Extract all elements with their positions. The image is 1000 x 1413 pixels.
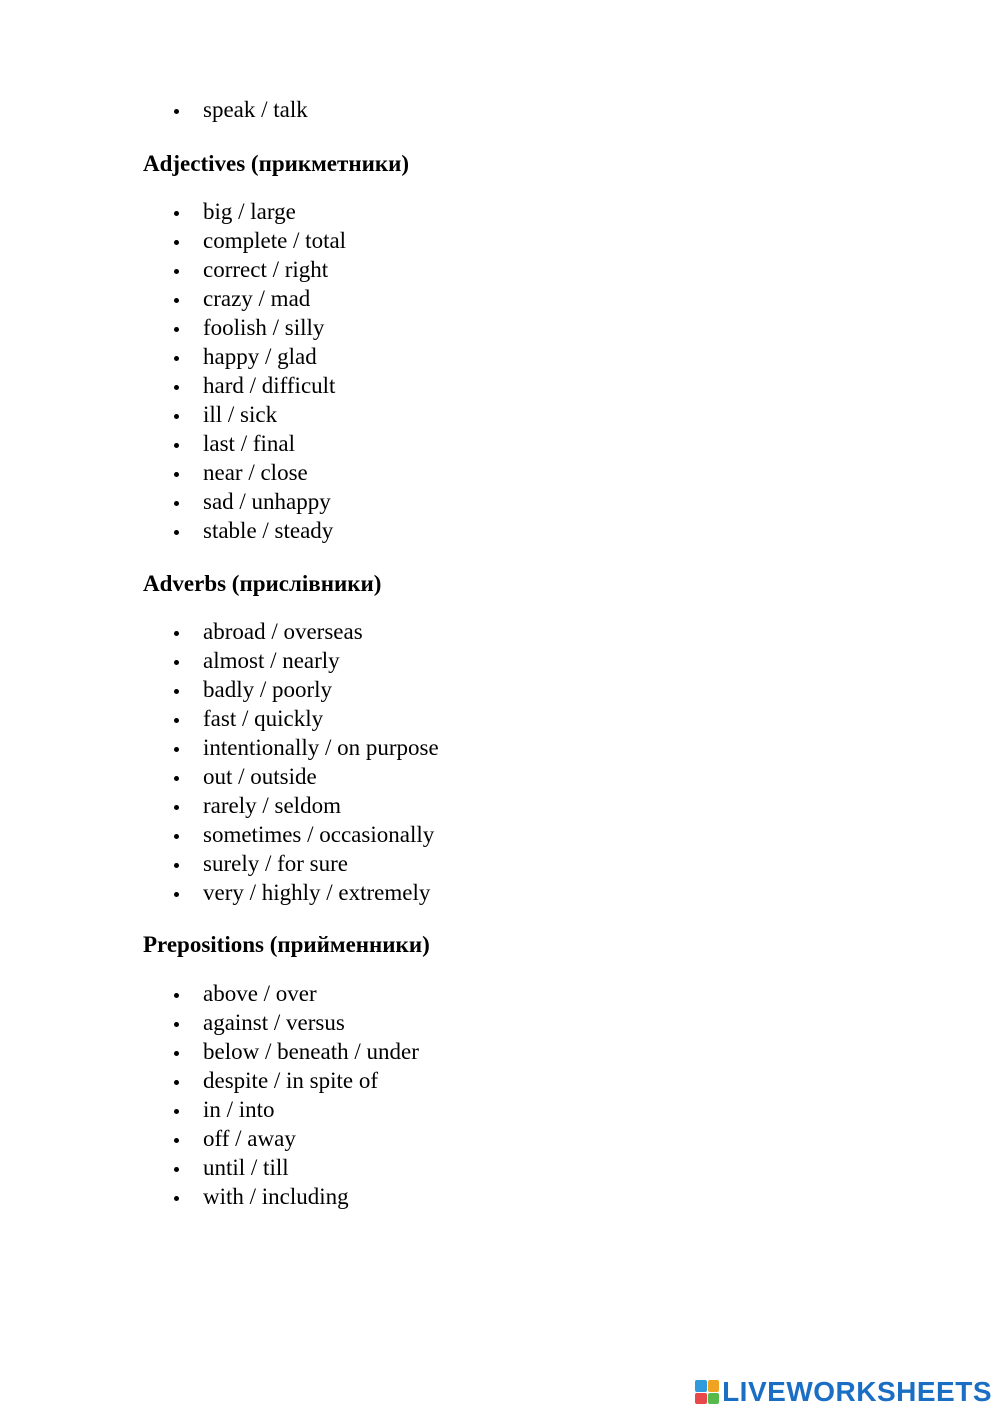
list-item: happy / glad [0,342,346,371]
list-item: above / over [0,979,419,1008]
top-word-list [0,95,308,124]
list-item: near / close [0,458,346,487]
list-item: until / till [0,1153,419,1182]
list-item: hard / difficult [0,371,346,400]
list-item: complete / total [0,226,346,255]
liveworksheets-wordmark: LIVEWORKSHEETS [722,1376,992,1407]
list-item: foolish / silly [0,313,346,342]
liveworksheets-brand[interactable] [695,1377,992,1407]
list-item: crazy / mad [0,284,346,313]
list-item: against / versus [0,1008,419,1037]
list-item: ill / sick [0,400,346,429]
list-item: very / highly / extremely [0,878,439,907]
adverbs-list [0,617,439,907]
prepositions-list [0,979,419,1211]
list-item: with / including [0,1182,419,1211]
list-item: surely / for sure [0,849,439,878]
liveworksheets-logo-icon [695,1380,719,1404]
list-item: rarely / seldom [0,791,439,820]
list-item: intentionally / on purpose [0,733,439,762]
list-item: badly / poorly [0,675,439,704]
list-item: stable / steady [0,516,346,545]
list-item: big / large [0,197,346,226]
list-item: speak / talk [0,95,308,124]
logo-tile [708,1393,720,1405]
list-item: almost / nearly [0,646,439,675]
prepositions-heading: Prepositions (прийменники) [143,932,430,957]
list-item: out / outside [0,762,439,791]
list-item: off / away [0,1124,419,1153]
list-item: last / final [0,429,346,458]
logo-tile [708,1380,720,1392]
list-item: below / beneath / under [0,1037,419,1066]
list-item: abroad / overseas [0,617,439,646]
logo-tile [695,1393,707,1405]
list-item: sad / unhappy [0,487,346,516]
adjectives-list [0,197,346,545]
list-item: in / into [0,1095,419,1124]
list-item: despite / in spite of [0,1066,419,1095]
adverbs-heading: Adverbs (прислівники) [143,571,382,596]
logo-tile [695,1380,707,1392]
adjectives-heading: Adjectives (прикметники) [143,151,409,176]
list-item: correct / right [0,255,346,284]
list-item: sometimes / occasionally [0,820,439,849]
list-item: fast / quickly [0,704,439,733]
